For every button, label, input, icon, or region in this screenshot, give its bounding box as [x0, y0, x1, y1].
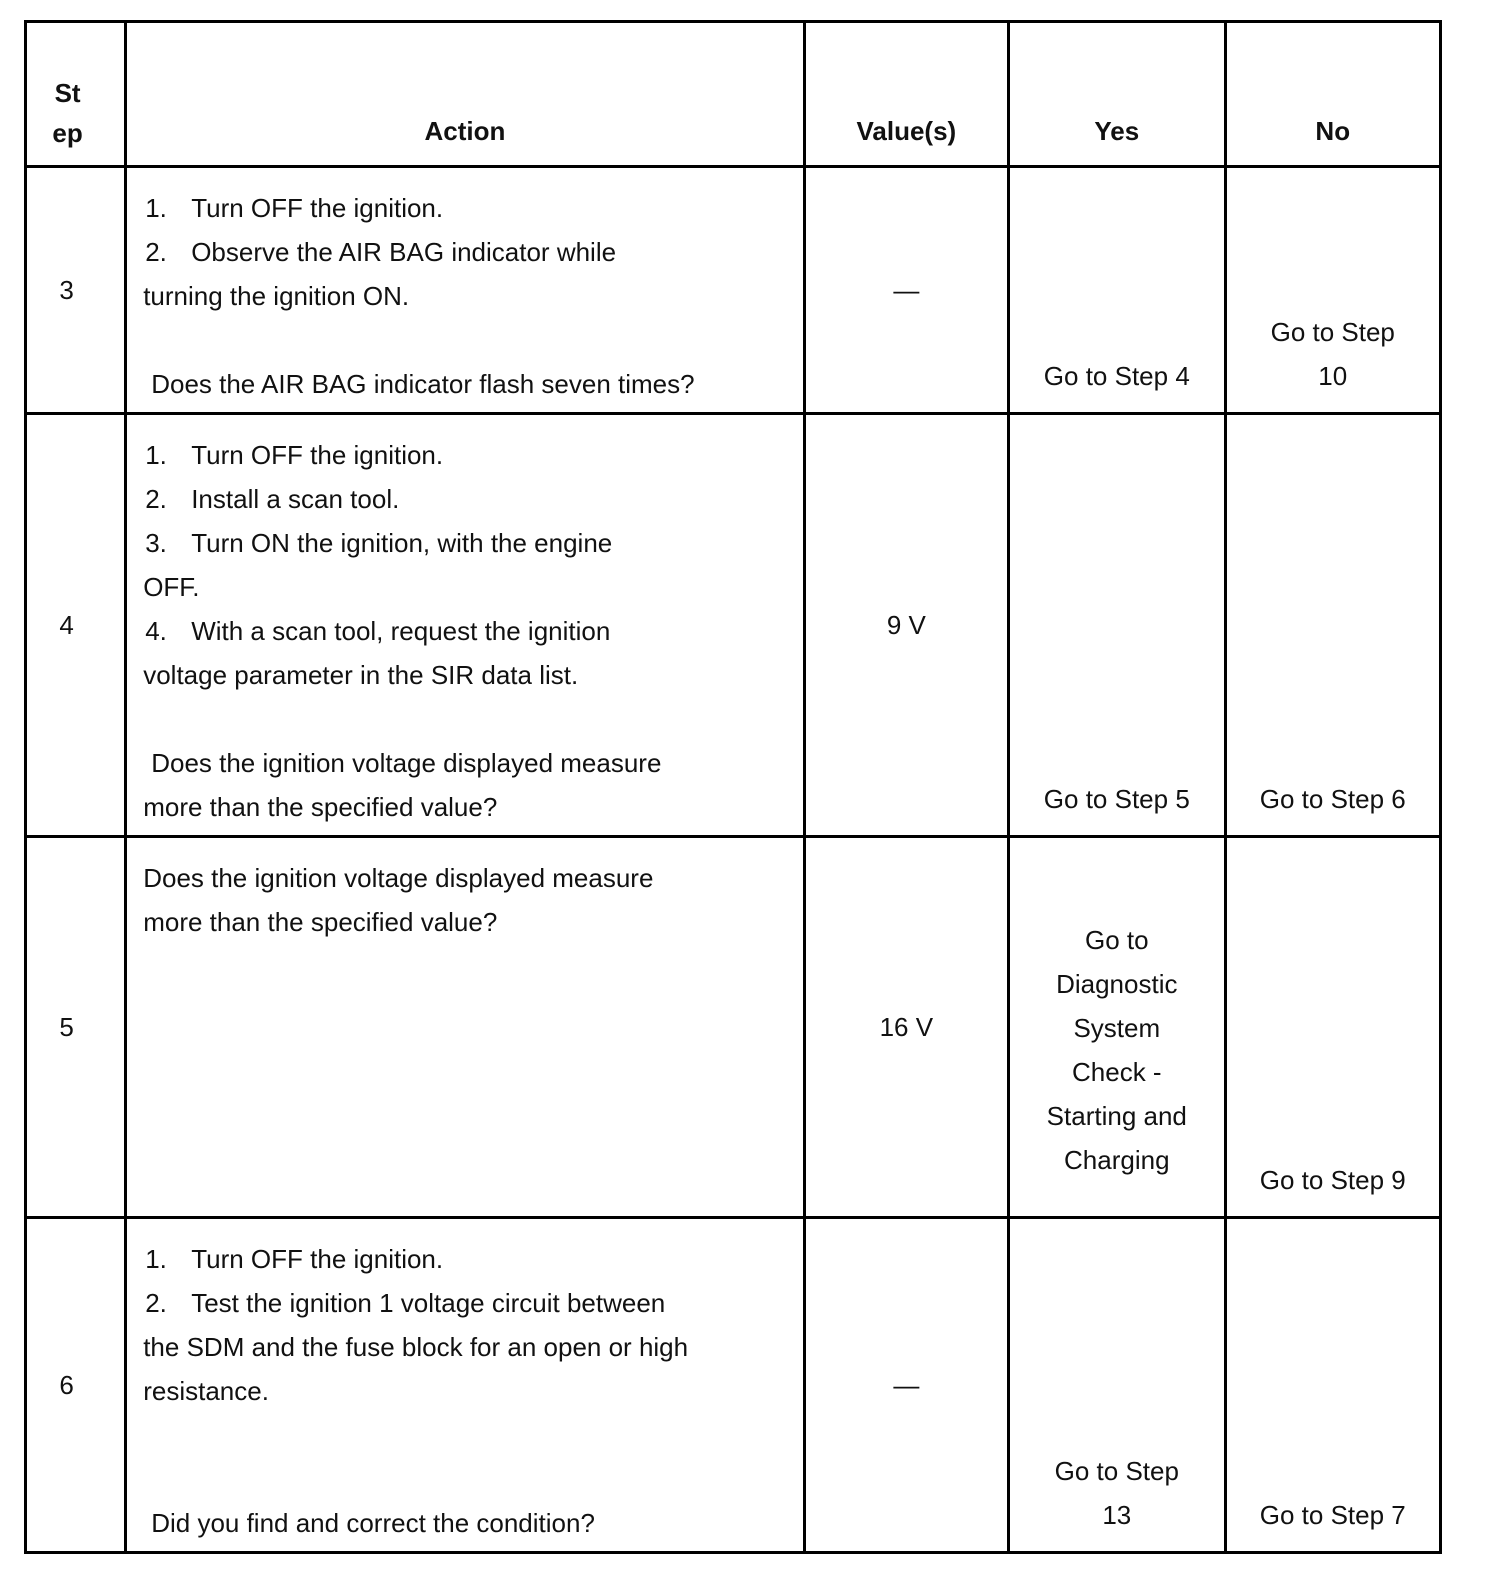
diagnostic-table — [24, 20, 1442, 1554]
action-question: Did you find and correct the condition? — [151, 1508, 595, 1538]
value-cell: 9 V — [804, 414, 1008, 837]
action-line: 3. Turn ON the ignition, with the engine — [145, 528, 613, 558]
action-cell — [126, 167, 804, 414]
yes-line: Check - — [1072, 1057, 1162, 1087]
action-line: the SDM and the fuse block for an open or high — [143, 1332, 689, 1362]
yes-line: 13 — [1102, 1500, 1132, 1530]
table-row — [26, 837, 1441, 1218]
action-cell — [126, 837, 804, 1218]
no-cell: Go to Step 9 — [1225, 837, 1440, 1218]
action-line: 2. Observe the AIR BAG indicator while — [145, 237, 617, 267]
step-number: 6 — [26, 1218, 126, 1553]
header-yes: Yes — [1009, 22, 1225, 167]
action-question: Does the ignition voltage displayed measure — [151, 748, 662, 778]
action-question: more than the specified value? — [143, 907, 498, 937]
table-row — [26, 167, 1441, 414]
no-cell: Go to Step 6 — [1225, 414, 1440, 837]
step-number: 4 — [26, 414, 126, 837]
yes-line: Diagnostic — [1056, 969, 1178, 999]
no-cell: Go to Step 7 — [1225, 1218, 1440, 1553]
yes-line: Charging — [1064, 1145, 1170, 1175]
no-cell — [1225, 167, 1440, 414]
action-line: resistance. — [143, 1376, 269, 1406]
action-line: 2. Install a scan tool. — [145, 484, 400, 514]
action-cell — [126, 1218, 804, 1553]
value-cell: — — [804, 1218, 1008, 1553]
yes-cell: Go to Step 5 — [1009, 414, 1225, 837]
action-question: Does the AIR BAG indicator flash seven times? — [151, 369, 695, 399]
action-line: 4. With a scan tool, request the ignition — [145, 616, 611, 646]
yes-cell: Go to Step 4 — [1009, 167, 1225, 414]
header-values: Value(s) — [804, 22, 1008, 167]
no-line: 10 — [1318, 361, 1348, 391]
action-line: OFF. — [143, 572, 200, 602]
action-line: 2. Test the ignition 1 voltage circuit between — [145, 1288, 666, 1318]
header-action: Action — [126, 22, 804, 167]
table-row — [26, 414, 1441, 837]
action-line: 1. Turn OFF the ignition. — [145, 440, 444, 470]
action-line: 1. Turn OFF the ignition. — [145, 193, 444, 223]
action-question: more than the specified value? — [143, 792, 498, 822]
step-number: 5 — [26, 837, 126, 1218]
yes-cell — [1009, 837, 1225, 1218]
action-line: turning the ignition ON. — [143, 281, 410, 311]
no-line: Go to Step — [1270, 317, 1395, 347]
action-line: 1. Turn OFF the ignition. — [145, 1244, 444, 1274]
header-step: St ep — [26, 22, 126, 167]
action-question: Does the ignition voltage displayed measure — [143, 863, 654, 893]
yes-cell — [1009, 1218, 1225, 1553]
action-cell — [126, 414, 804, 837]
value-cell: 16 V — [804, 837, 1008, 1218]
yes-line: Go to — [1084, 925, 1149, 955]
action-line: voltage parameter in the SIR data list. — [143, 660, 579, 690]
header-no: No — [1225, 22, 1440, 167]
yes-line: Go to Step — [1054, 1456, 1179, 1486]
table-row — [26, 1218, 1441, 1553]
value-cell: — — [804, 167, 1008, 414]
header-row — [26, 22, 1441, 167]
yes-line: Starting and — [1046, 1101, 1187, 1131]
step-number: 3 — [26, 167, 126, 414]
yes-line: System — [1073, 1013, 1161, 1043]
